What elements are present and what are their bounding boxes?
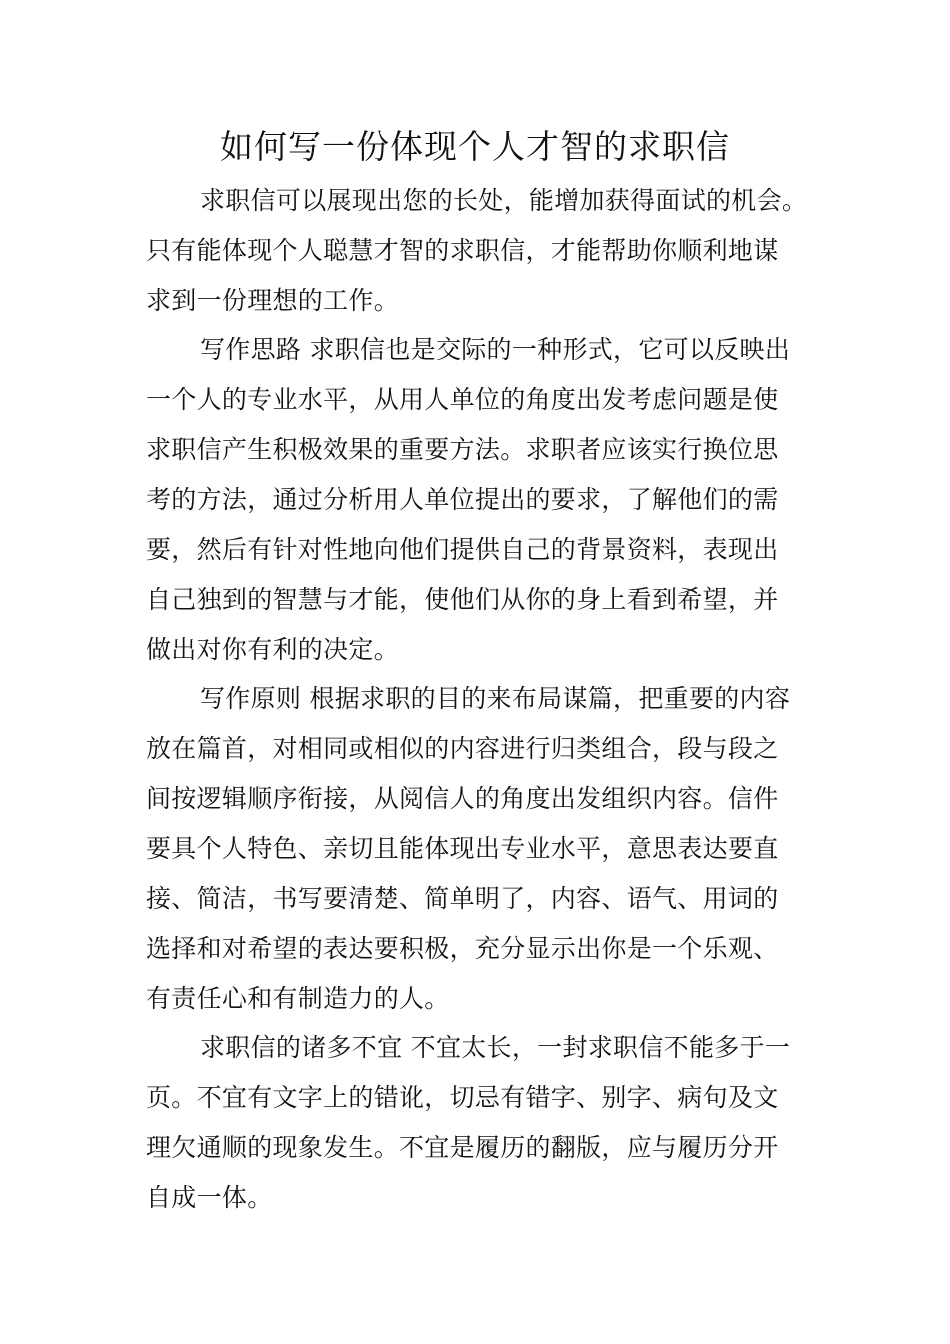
paragraph-line: 有责任心和有制造力的人。 <box>146 984 450 1013</box>
paragraph-line: 间按逻辑顺序衔接，从阅信人的角度出发组织内容。信件 <box>146 784 779 813</box>
paragraph-donts <box>146 1023 826 1223</box>
paragraph-line: 页。不宜有文字上的错讹，切忌有错字、别字、病句及文 <box>146 1083 779 1112</box>
paragraph-line: 求职信可以展现出您的长处，能增加获得面试的机会。 <box>200 186 808 215</box>
paragraph-line: 选择和对希望的表达要积极，充分显示出你是一个乐观、 <box>146 934 779 963</box>
paragraph-line: 一个人的专业水平，从用人单位的角度出发考虑问题是使 <box>146 385 779 414</box>
paragraph-line: 自己独到的智慧与才能，使他们从你的身上看到希望，并 <box>146 585 779 614</box>
paragraph-line: 只有能体现个人聪慧才智的求职信，才能帮助你顺利地谋 <box>146 236 779 265</box>
paragraph-line: 求到一份理想的工作。 <box>146 286 400 315</box>
document-title: 如何写一份体现个人才智的求职信 <box>220 127 730 166</box>
paragraph-line: 要，然后有针对性地向他们提供自己的背景资料，表现出 <box>146 535 779 564</box>
paragraph-writing-approach <box>146 325 826 675</box>
paragraph-line: 自成一体。 <box>146 1183 273 1212</box>
paragraph-line: 写作思路 求职信也是交际的一种形式，它可以反映出 <box>200 335 791 364</box>
paragraph-line: 考的方法，通过分析用人单位提出的要求，了解他们的需 <box>146 485 779 514</box>
paragraph-line: 做出对你有利的决定。 <box>146 635 400 664</box>
paragraph-intro <box>146 176 826 326</box>
paragraph-line: 求职信产生积极效果的重要方法。求职者应该实行换位思 <box>146 435 779 464</box>
paragraph-line: 写作原则 根据求职的目的来布局谋篇，把重要的内容 <box>200 684 791 713</box>
paragraph-line: 理欠通顺的现象发生。不宜是履历的翻版，应与履历分开 <box>146 1133 779 1162</box>
paragraph-line: 要具个人特色、亲切且能体现出专业水平，意思表达要直 <box>146 834 779 863</box>
paragraph-writing-principles <box>146 674 826 1024</box>
paragraph-line: 接、简洁，书写要清楚、简单明了，内容、语气、用词的 <box>146 884 779 913</box>
paragraph-line: 放在篇首，对相同或相似的内容进行归类组合，段与段之 <box>146 734 779 763</box>
paragraph-line: 求职信的诸多不宜 不宜太长，一封求职信不能多于一 <box>200 1033 791 1062</box>
